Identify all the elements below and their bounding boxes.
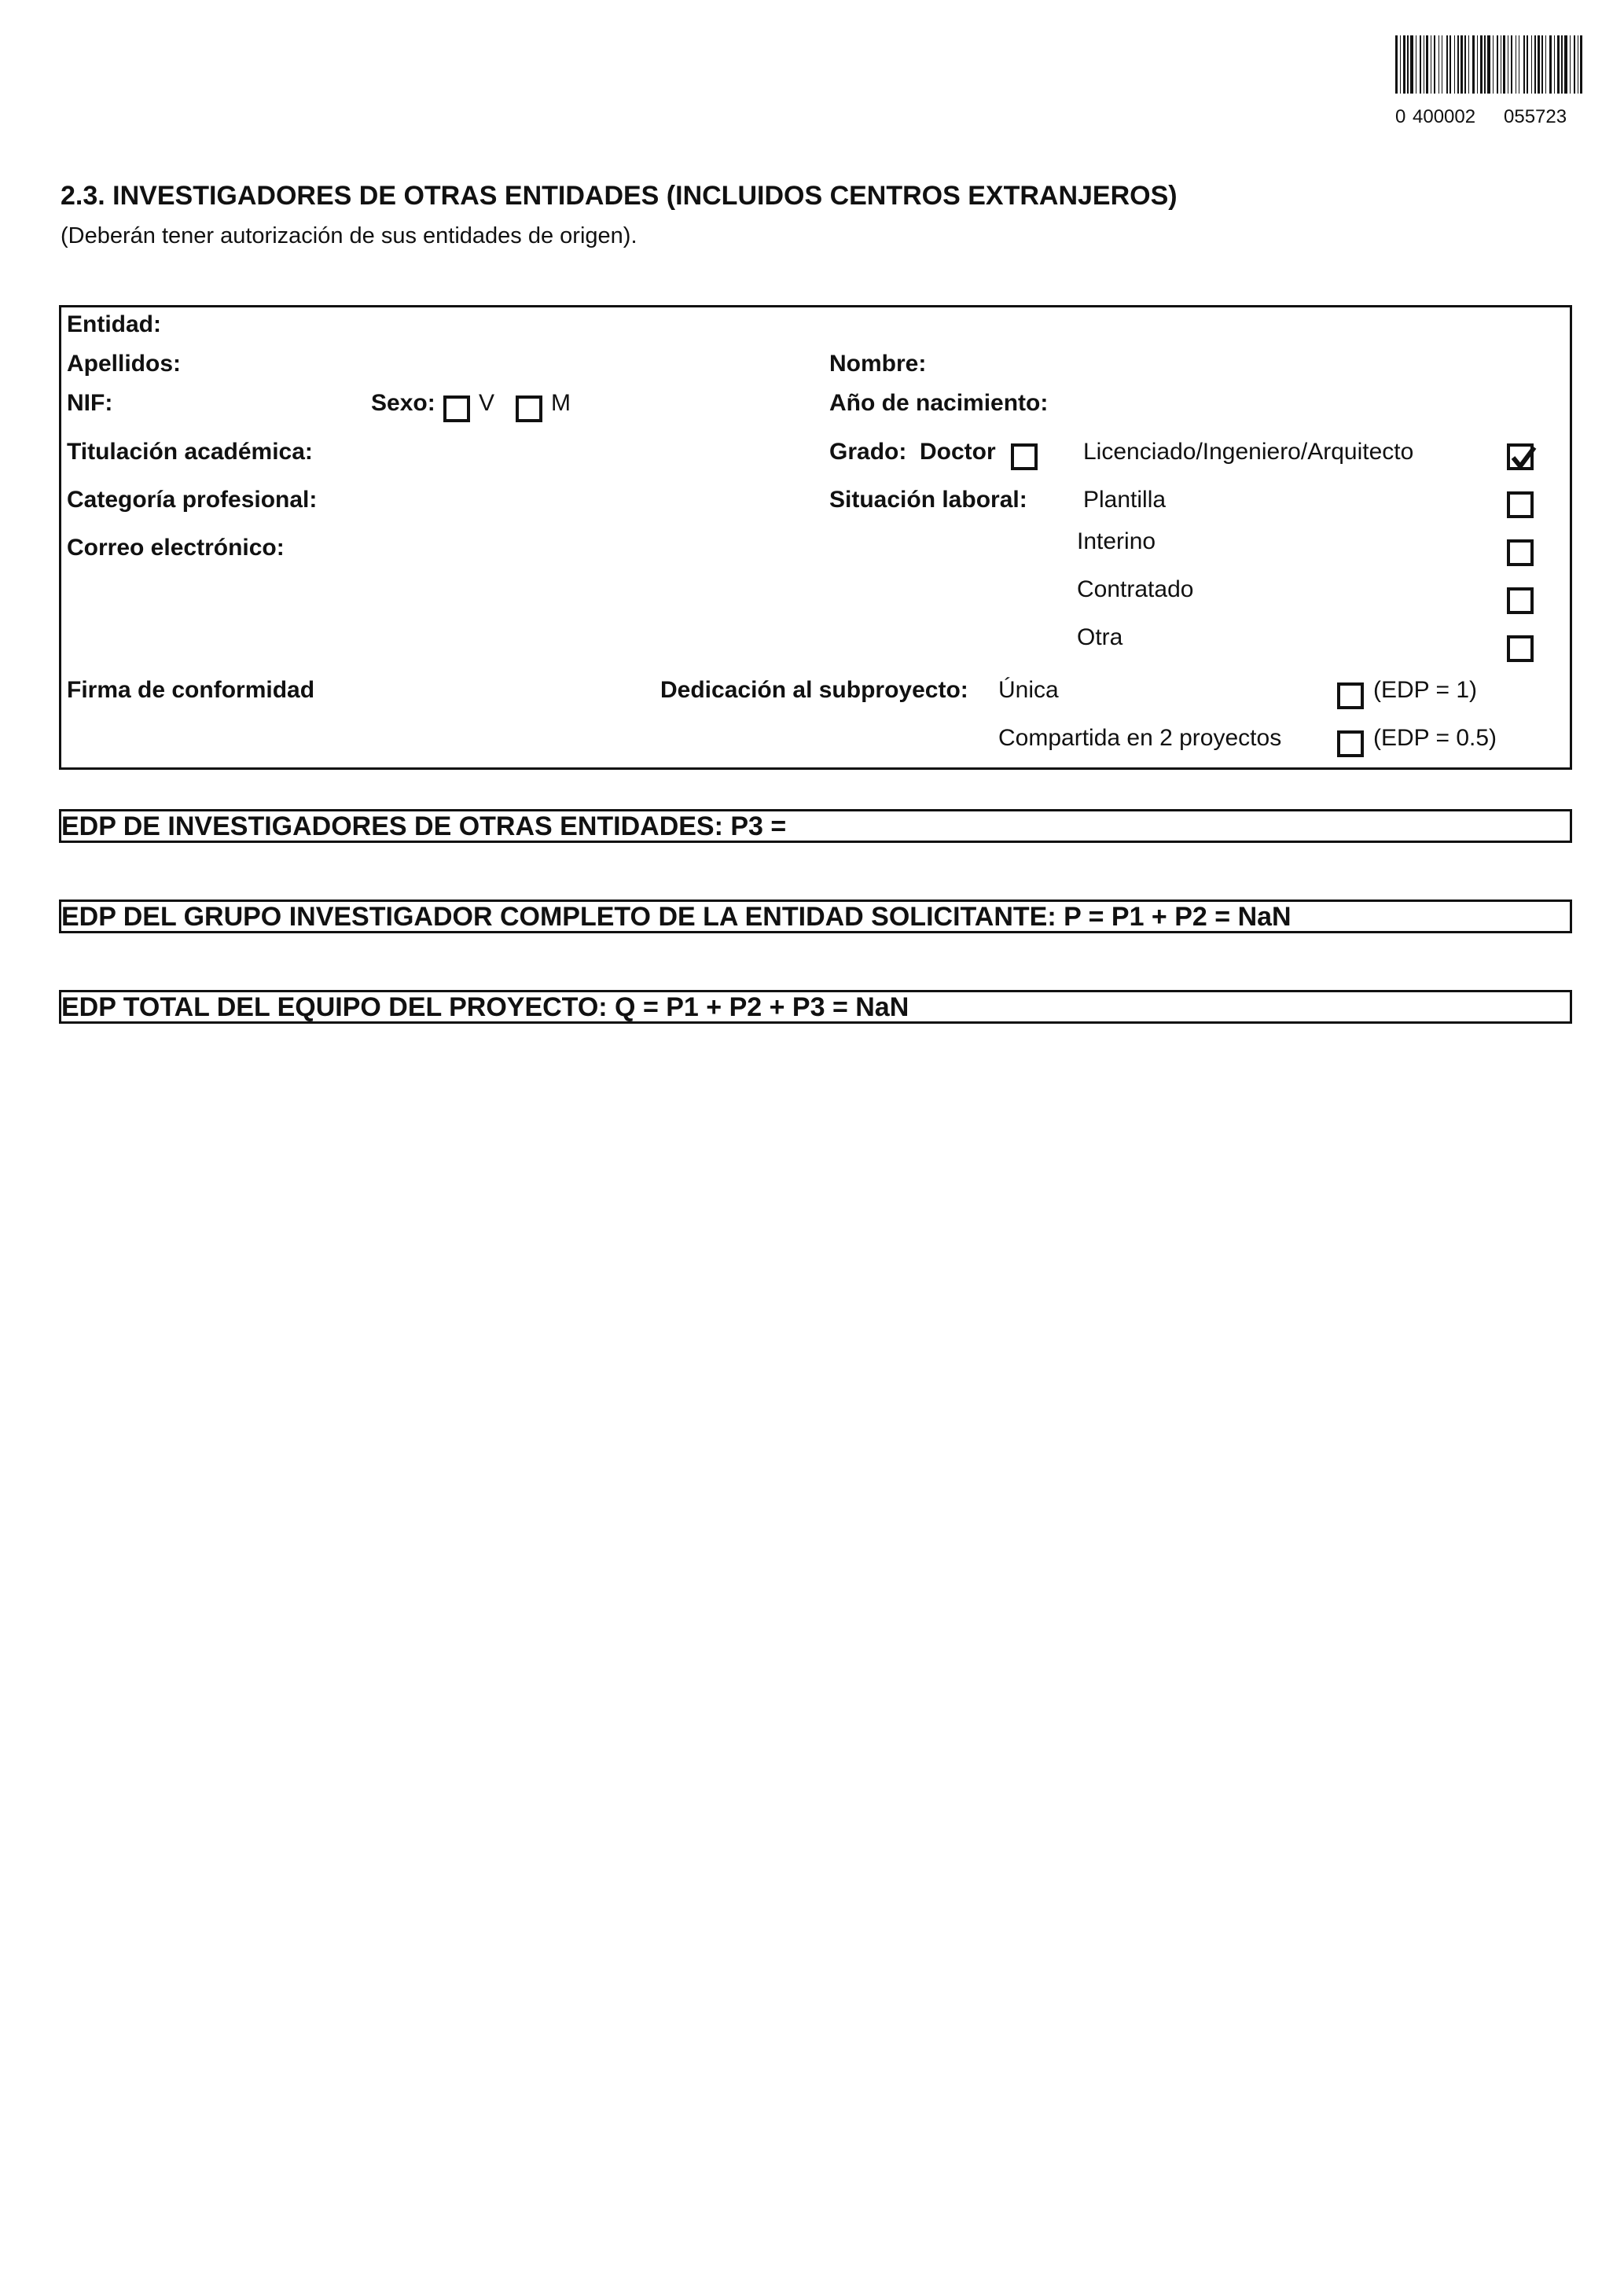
barcode-icon: [1395, 35, 1584, 127]
barcode-bars: [1395, 35, 1584, 94]
doctor-label: Doctor: [920, 439, 996, 465]
barcode-bar: [1460, 35, 1463, 94]
edp-q-text: EDP TOTAL DEL EQUIPO DEL PROYECTO: Q = P1 + P2 + P3 = NaN: [61, 992, 909, 1022]
grado-label: Grado:: [829, 439, 907, 465]
interino-label: Interino: [1077, 528, 1156, 554]
sexo-m-checkbox[interactable]: [516, 395, 542, 422]
barcode-bar: [1541, 35, 1543, 94]
edp-p3-box: [59, 809, 1572, 843]
nif-label: NIF:: [67, 390, 113, 416]
interino-checkbox[interactable]: [1507, 539, 1534, 566]
barcode-bar: [1395, 35, 1398, 94]
sexo-v-label: V: [479, 390, 495, 416]
barcode-bar: [1557, 35, 1560, 94]
nombre-label: Nombre:: [829, 351, 927, 377]
barcode-bar: [1420, 35, 1421, 94]
categoria-label: Categoría profesional:: [67, 487, 318, 513]
barcode-bar: [1464, 35, 1466, 94]
barcode-digit-left: 0: [1395, 106, 1406, 127]
titulacion-label: Titulación académica:: [67, 439, 313, 465]
unica-label: Única: [998, 677, 1059, 703]
barcode-bar: [1527, 35, 1528, 94]
barcode-bar: [1472, 35, 1475, 94]
barcode-bar: [1503, 35, 1505, 94]
otra-label: Otra: [1077, 624, 1123, 650]
barcode-bar: [1477, 35, 1478, 94]
edp-q-box: [59, 990, 1572, 1024]
barcode-bar: [1434, 35, 1435, 94]
barcode-bar: [1487, 35, 1490, 94]
apellidos-label: Apellidos:: [67, 351, 182, 377]
barcode-bar: [1484, 35, 1486, 94]
barcode-bar: [1561, 35, 1563, 94]
barcode-bar: [1549, 35, 1552, 94]
barcode-bar: [1457, 35, 1459, 94]
barcode-bar: [1580, 35, 1582, 94]
barcode-digits-right: 055723: [1504, 106, 1567, 127]
barcode-bar: [1511, 35, 1512, 94]
barcode-bar: [1534, 35, 1536, 94]
barcode-bar: [1497, 35, 1498, 94]
licenciado-label: Licenciado/Ingeniero/Arquitecto: [1083, 439, 1414, 465]
barcode-bar: [1545, 35, 1546, 94]
contratado-checkbox[interactable]: [1507, 587, 1534, 614]
barcode-bar: [1403, 35, 1405, 94]
barcode-bar: [1564, 35, 1567, 94]
licenciado-checkbox[interactable]: [1507, 443, 1534, 470]
edp-p-box: [59, 900, 1572, 933]
sexo-v-checkbox[interactable]: [443, 395, 470, 422]
barcode-bar: [1468, 35, 1469, 94]
barcode-bar: [1570, 35, 1571, 94]
barcode-bar: [1538, 35, 1540, 94]
section-subtitle: (Deberán tener autorización de sus entidades de origen).: [61, 223, 637, 248]
barcode-bar: [1531, 35, 1532, 94]
barcode-bar: [1574, 35, 1575, 94]
barcode-bar: [1493, 35, 1494, 94]
barcode-bar: [1554, 35, 1555, 94]
compartida-checkbox[interactable]: [1337, 730, 1364, 757]
barcode-bar: [1446, 35, 1448, 94]
entidad-label: Entidad:: [67, 311, 161, 337]
plantilla-label: Plantilla: [1083, 487, 1167, 513]
barcode-bar: [1454, 35, 1455, 94]
barcode-bar: [1480, 35, 1483, 94]
doctor-checkbox[interactable]: [1011, 443, 1038, 470]
plantilla-checkbox[interactable]: [1507, 491, 1534, 518]
edp1-label: (EDP = 1): [1373, 677, 1477, 703]
contratado-label: Contratado: [1077, 576, 1194, 602]
edp-p-text: EDP DEL GRUPO INVESTIGADOR COMPLETO DE LA ENTIDAD SOLICITANTE: P = P1 + P2 = NaN: [61, 902, 1291, 932]
unica-checkbox[interactable]: [1337, 682, 1364, 709]
firma-label: Firma de conformidad: [67, 677, 315, 703]
checkmark-icon: [1508, 443, 1538, 473]
situacion-label: Situación laboral:: [829, 487, 1027, 513]
barcode-bar: [1449, 35, 1451, 94]
edp-p3-text: EDP DE INVESTIGADORES DE OTRAS ENTIDADES: P3 =: [61, 811, 787, 841]
sexo-m-label: M: [551, 390, 571, 416]
otra-checkbox[interactable]: [1507, 635, 1534, 662]
edp05-label: (EDP = 0.5): [1373, 725, 1497, 751]
correo-label: Correo electrónico:: [67, 535, 285, 561]
section-title: 2.3. INVESTIGADORES DE OTRAS ENTIDADES (INCLUIDOS CENTROS EXTRANJEROS): [61, 181, 1178, 211]
barcode-bar: [1400, 35, 1401, 94]
compartida-label: Compartida en 2 proyectos: [998, 725, 1282, 751]
barcode-bar: [1407, 35, 1409, 94]
sexo-label: Sexo:: [371, 390, 435, 416]
barcode-bar: [1438, 35, 1439, 94]
barcode-digits-mid: 400002: [1413, 106, 1476, 127]
barcode-bar: [1410, 35, 1413, 94]
dedicacion-label: Dedicación al subproyecto:: [660, 677, 968, 703]
barcode-bar: [1426, 35, 1428, 94]
ano-nacimiento-label: Año de nacimiento:: [829, 390, 1049, 416]
barcode-bar: [1523, 35, 1525, 94]
